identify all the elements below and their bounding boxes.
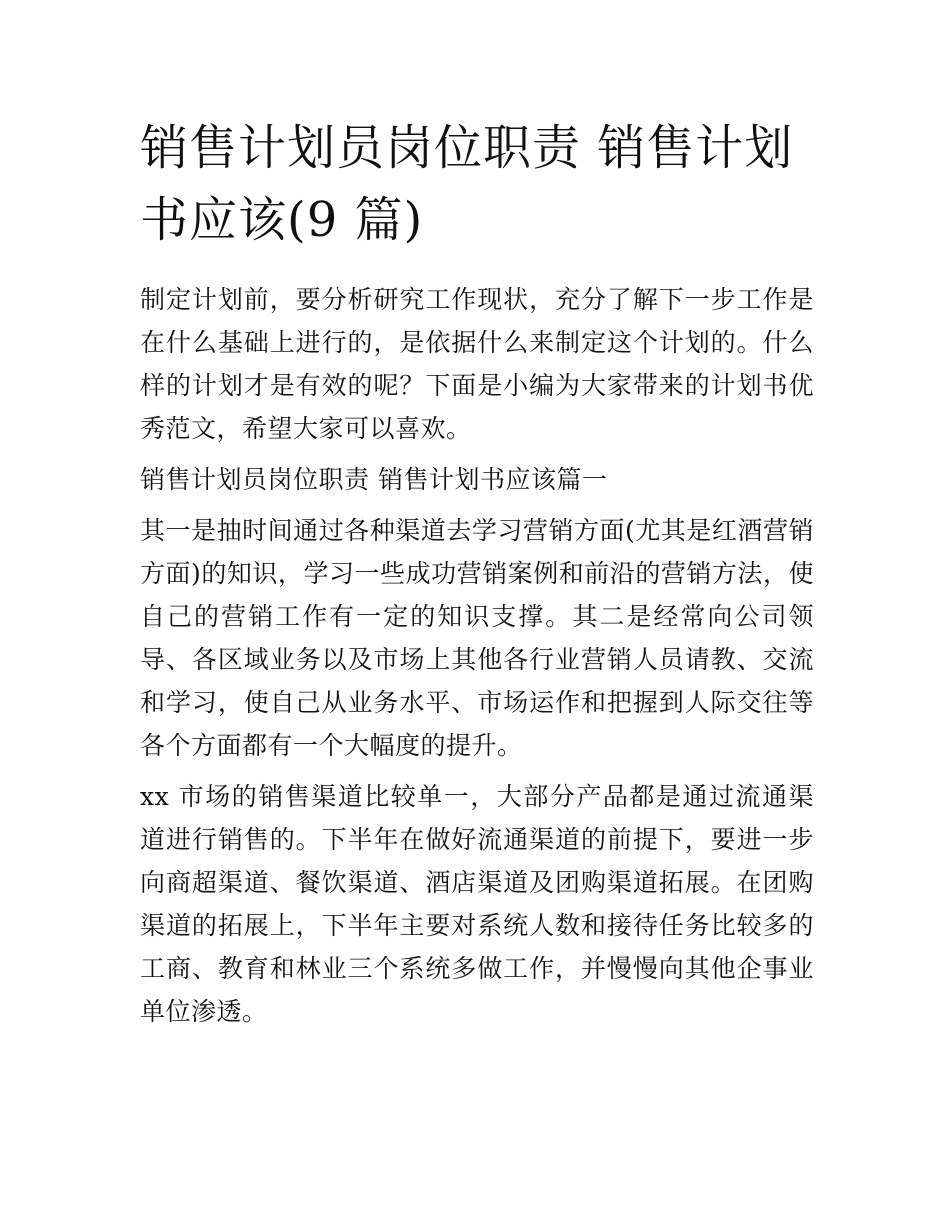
body-paragraph: 其一是抽时间通过各种渠道去学习营销方面(尤其是红酒营销方面)的知识，学习一些成功营销案例和前沿的营销方法，使自己的营销工作有一定的知识支撑。其二是经常向公司领导、各区域业务以及市场上其他各行业营销人员请教、交流和学习，使自己从业务水平、市场运作和把握到人际交往等各个方面都有一个大幅度的提升。 bbox=[140, 516, 814, 760]
intro-paragraph: 制定计划前，要分析研究工作现状，充分了解下一步工作是在什么基础上进行的，是依据什么来制定这个计划的。什么样的计划才是有效的呢？下面是小编为大家带来的计划书优秀范文，希望大家可以喜欢。 bbox=[140, 285, 814, 443]
document-title: 销售计划员岗位职责 销售计划书应该(9 篇) bbox=[140, 120, 794, 248]
body-paragraph: xx 市场的销售渠道比较单一，大部分产品都是通过流通渠道进行销售的。下半年在做好流通渠道的前提下，要进一步向商超渠道、餐饮渠道、酒店渠道及团购渠道拓展。在团购渠道的拓展上，下半年主要对系统人数和接待任务比较多的工商、教育和林业三个系统多做工作，并慢慢向其他企事业单位渗透。 bbox=[140, 782, 814, 1026]
section-heading: 销售计划员岗位职责 销售计划书应该篇一 bbox=[140, 465, 608, 494]
document-body bbox=[140, 278, 814, 1041]
